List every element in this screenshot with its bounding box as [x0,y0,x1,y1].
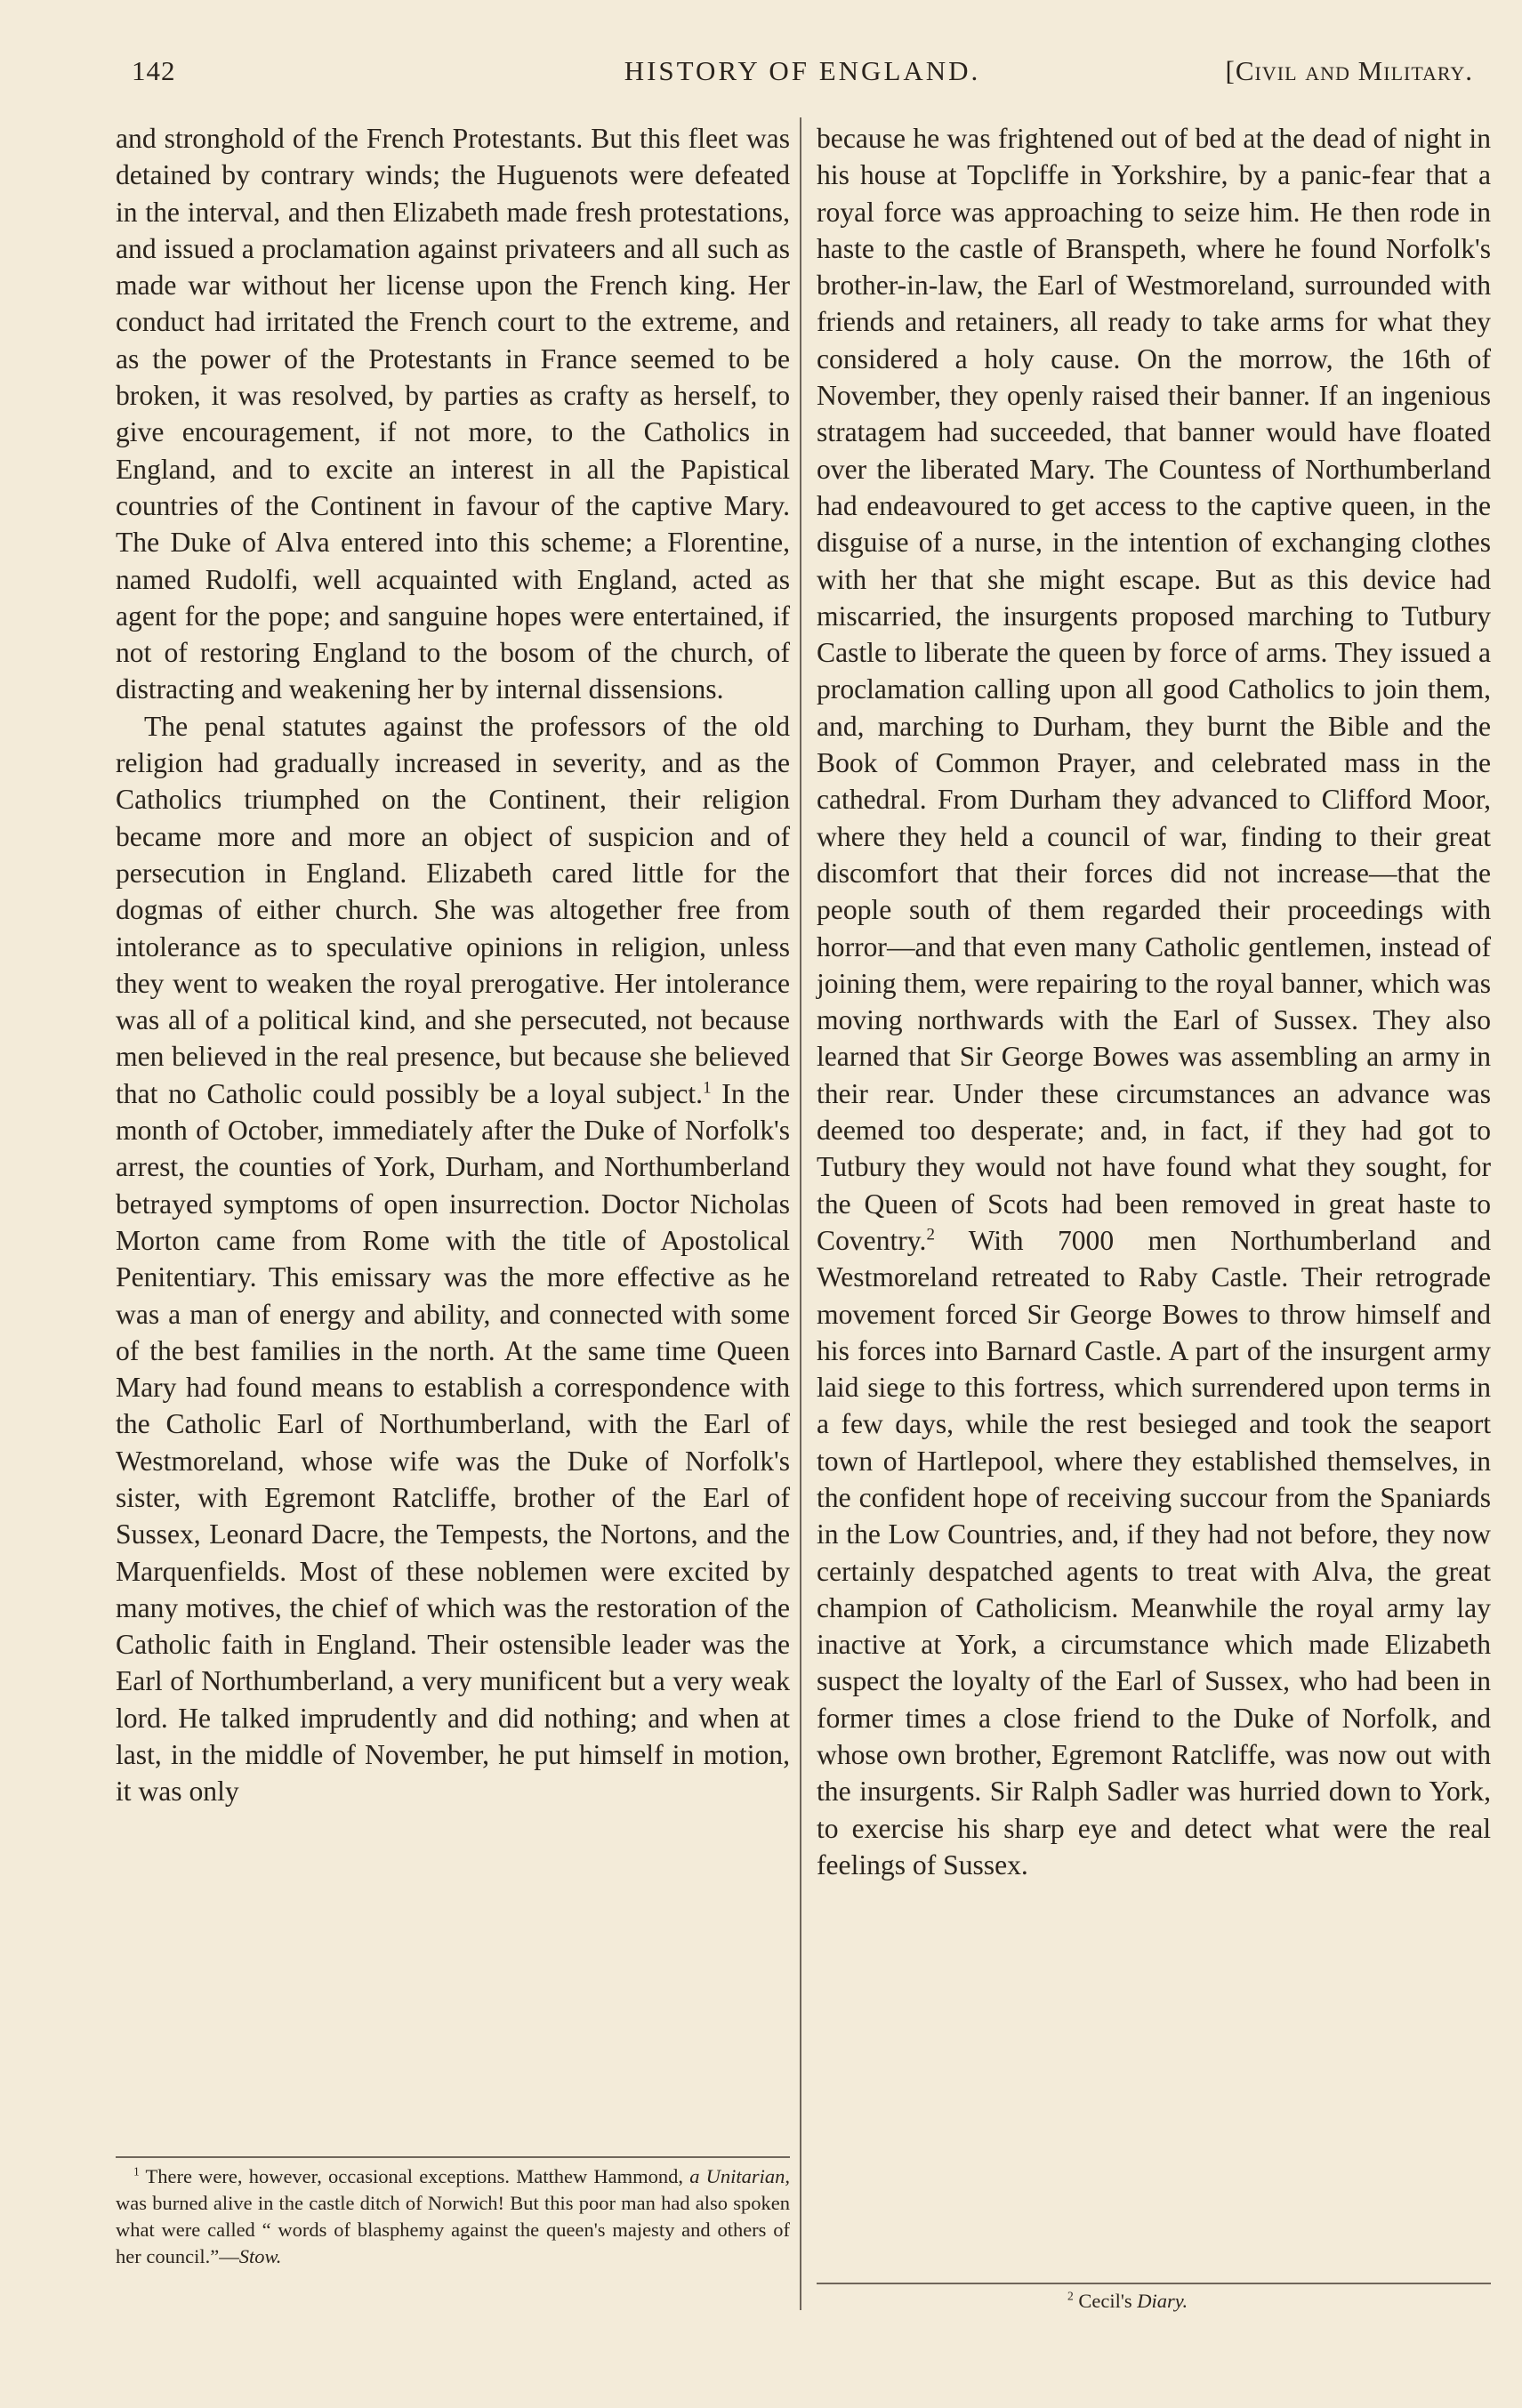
paragraph-text: The penal statutes against the professors of the old religion had gradually increased in severity, and as the Catholics triumphed on the Continent, their religion became more and more an object of suspicion and of persecution in England. Elizabeth cared little for the dogmas of either church. She was altogether free from intolerance as to speculative opinions in religion, unless they went to weaken the royal prerogative. Her intolerance was all of a political kind, and she persecuted, not because men believed in the real presence, but because she believed that no Catholic could possibly be a loyal subject. [116,710,790,1109]
footnote-italic: a Unitarian, [689,2165,791,2187]
section-title: [Civil and Military. [1225,55,1473,86]
paragraph [116,708,790,1810]
footnote-text: Cecil's [1078,2290,1138,2312]
right-column [817,120,1491,1883]
footnote-reference: 2 [926,1225,935,1244]
running-title: HISTORY OF ENGLAND. [624,55,981,86]
left-column [116,120,790,1810]
paragraph-text: In the month of October, immediately after the Duke of Norfolk's arrest, the counties of York, Durham, and Northumberland betrayed symptoms of open insurrection. Doctor Nicholas Morton came from Rome with the title of Apostolical Penitentiary. This emissary was the more effective as he was a man of energy and ability, and connected with some of the best families in the north. At the same time Queen Mary had found means to establish a correspondence with the Catholic Earl of Northumberland, with the Earl of Westmoreland, whose wife was the Duke of Norfolk's sister, with Egremont Ratcliffe, brother of the Earl of Sussex, Leonard Dacre, the Tempests, the Nortons, and the Marquenfields. Most of these noblemen were excited by many motives, the chief of which was the restoration of the Catholic faith in England. Their ostensible leader was the Earl of Northumberland, a very munificent but a very weak lord. He talked imprudently and did nothing; and when at last, in the middle of November, he put himself in motion, it was only [116,1077,790,1808]
footnote-text: There were, however, occasional exceptions. Matthew Hammond, [145,2165,690,2187]
column-divider [800,117,801,2310]
footnote-rule [817,2283,1491,2284]
footnote-italic: Diary. [1137,2290,1188,2312]
paragraph: and stronghold of the French Protestants. But this fleet was detained by contrary winds; the Huguenots were defeated in the interval, and then Elizabeth made fresh protestations, and issued a proclamation against privateers and all such as made war without her license upon the French king. Her conduct had irritated the French court to the extreme, and as the power of the Protestants in France seemed to be broken, it was resolved, by parties as crafty as herself, to give encouragement, if not more, to the Catholics in England, and to excite an interest in all the Papistical countries of the Continent in favour of the captive Mary. The Duke of Alva entered into this scheme; a Florentine, named Rudolfi, well acquainted with England, acted as agent for the pope; and sanguine hopes were entertained, if not of restoring England to the bosom of the church, of distracting and weakening her by internal dissensions. [116,123,790,705]
footnote-marker: 1 [133,2164,140,2178]
footnote-rule [116,2156,790,2158]
paragraph [817,120,1491,1883]
footnote-text: was burned alive in the castle ditch of Norwich! But this poor man had also spoken what were called “ words of blasphemy against the queen's majesty and others of her council.”— [116,2192,790,2267]
paragraph-text: because he was frightened out of bed at the dead of night in his house at Topcliffe in Yorkshire, by a panic-fear that a royal force was approaching to seize him. He then rode in haste to the castle of Branspeth, where he found Norfolk's brother-in-law, the Earl of Westmoreland, surrounded with friends and retainers, all ready to take arms for what they considered a holy cause. On the morrow, the 16th of November, they openly raised their banner. If an ingenious stratagem had succeeded, that banner would have floated over the liberated Mary. The Countess of Northumberland had endeavoured to get access to the captive queen, in the disguise of a nurse, in the intention of exchanging clothes with her that she might escape. But as this device had miscarried, the insurgents proposed marching to Tutbury Castle to liberate the queen by force of arms. They issued a proclamation calling upon all good Catholics to join them, and, marching to Durham, they burnt the Bible and the Book of Common Prayer, and celebrated mass in the cathedral. From Durham they advanced to Clifford Moor, where they held a council of war, finding to their great discomfort that their forces did not increase—that the people south of them regarded their proceedings with horror—and that even many Catholic gentlemen, instead of joining them, were repairing to the royal banner, which was moving northwards with the Earl of Sussex. They also learned that Sir George Bowes was assembling an army in their rear. Under these circumstances an advance was deemed too desperate; and, in fact, if they had got to Tutbury they would not have found what they sought, for the Queen of Scots had been removed in great haste to Coventry. [817,123,1491,1256]
footnote-reference: 1 [703,1078,712,1098]
footnote [116,2163,790,2270]
running-header [132,55,1473,98]
footnote-marker: 2 [1067,2289,1074,2303]
page-number: 142 [132,55,176,86]
footnote [1067,2288,1423,2315]
paragraph-text: With 7000 men Northumberland and Westmoreland retreated to Raby Castle. Their retrograde movement forced Sir George Bowes to throw himself and his forces into Barnard Castle. A part of the insurgent army laid siege to this fortress, which surrendered upon terms in a few days, while the rest besieged and took the seaport town of Hartlepool, where they established themselves, in the confident hope of receiving succour from the Spaniards in the Low Countries, and, if they had not before, they now certainly despatched agents to treat with Alva, the great champion of Catholicism. Meanwhile the royal army lay inactive at York, a circumstance which made Elizabeth suspect the loyalty of the Earl of Sussex, who had been in former times a close friend to the Duke of Norfolk, and whose own brother, Egremont Ratcliffe, was now out with the insurgents. Sir Ralph Sadler was hurried down to York, to exercise his sharp eye and detect what were the real feelings of Sussex. [817,1224,1491,1880]
footnote-source: Stow. [238,2245,282,2267]
